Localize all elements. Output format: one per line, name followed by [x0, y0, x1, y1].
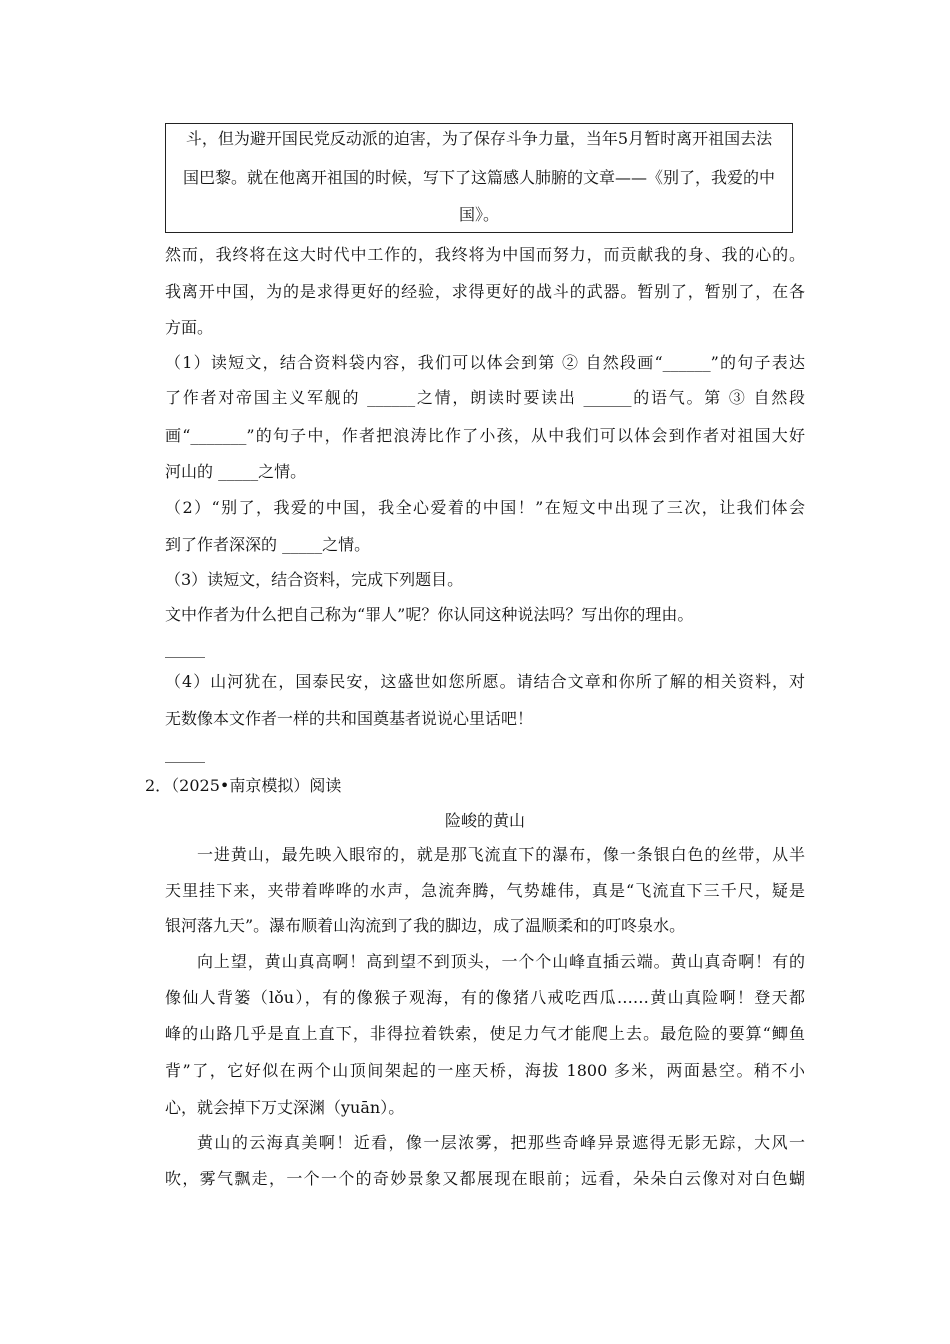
passage-line: 向上望，黄山真高啊！高到望不到顶头，一个个山峰直插云端。黄山真奇啊！有的: [197, 952, 805, 971]
passage-line: 黄山的云海真美啊！近看，像一层浓雾，把那些奇峰异景遮得无影无踪，大风一: [197, 1133, 805, 1152]
question-4-line: 无数像本文作者一样的共和国奠基者说说心里话吧！: [165, 709, 534, 728]
question-3-line: （3）读短文，结合资料，完成下列题目。: [165, 570, 464, 589]
resource-line: 国》。: [458, 205, 499, 224]
passage-title: 险峻的黄山: [444, 811, 525, 830]
resource-line: 斗，但为避开国民党反动派的迫害，为了保存斗争力量，当年5月暂时离开祖国去法: [185, 129, 773, 148]
question-1-line: 河山的 _____之情。: [165, 462, 307, 481]
question-2-line: （2）“别了，我爱的中国，我全心爱着的中国！”在短文中出现了三次，让我们体会: [165, 498, 805, 517]
question-header: 2．（2025•南京模拟）阅读: [145, 776, 342, 795]
question-1-line: （1）读短文，结合资料袋内容，我们可以体会到第 ② 自然段画“______”的句子表达: [165, 353, 805, 372]
question-1-line: 了作者对帝国主义军舰的 ______之情，朗读时要读出 ______的语气。第 ③ 自然段: [165, 388, 805, 407]
passage-line: 像仙人背篓（lǒu），有的像猴子观海，有的像猪八戒吃西瓜……黄山真险啊！登天都: [165, 988, 805, 1007]
excerpt-line: 然而，我终将在这大时代中工作的，我终将为中国而努力，而贡献我的身、我的心的。: [165, 245, 805, 264]
passage-line: 银河落九天”。瀑布顺着山沟流到了我的脚边，成了温顺柔和的叮咚泉水。: [165, 916, 686, 935]
question-2-line: 到了作者深深的 _____之情。: [165, 535, 371, 554]
question-3-line: 文中作者为什么把自己称为“罪人”呢？你认同这种说法吗？写出你的理由。: [165, 605, 694, 624]
passage-line: 吹，雾气飘走，一个一个的奇妙景象又都展现在眼前；远看，朵朵白云像对对白色蝴: [165, 1169, 805, 1188]
question-1-line: 画“_______”的句子中，作者把浪涛比作了小孩，从中我们可以体会到作者对祖国大好: [165, 426, 805, 445]
excerpt-line: 我离开中国，为的是求得更好的经验，求得更好的战斗的武器。暂别了，暂别了，在各: [165, 282, 805, 301]
answer-blank: _____: [165, 744, 205, 763]
passage-line: 一进黄山，最先映入眼帘的，就是那飞流直下的瀑布，像一条银白色的丝带，从半: [197, 845, 805, 864]
answer-blank: _____: [165, 639, 205, 658]
passage-line: 天里挂下来，夹带着哗哗的水声，急流奔腾，气势雄伟，真是“飞流直下三千尺，疑是: [165, 881, 805, 900]
question-4-line: （4）山河犹在，国泰民安，这盛世如您所愿。请结合文章和你所了解的相关资料，对: [165, 672, 805, 691]
excerpt-line: 方面。: [165, 318, 214, 337]
passage-line: 心，就会掉下万丈深渊（yuān）。: [165, 1098, 405, 1117]
resource-line: 国巴黎。就在他离开祖国的时候，写下了这篇感人肺腑的文章——《别了，我爱的中: [182, 168, 775, 187]
passage-line: 峰的山路几乎是直上直下，非得拉着铁索，使足力气才能爬上去。最危险的要算“鲫鱼: [165, 1024, 805, 1043]
passage-line: 背”了，它好似在两个山顶间架起的一座天桥，海拔 1800 多米，两面悬空。稍不小: [165, 1061, 805, 1080]
